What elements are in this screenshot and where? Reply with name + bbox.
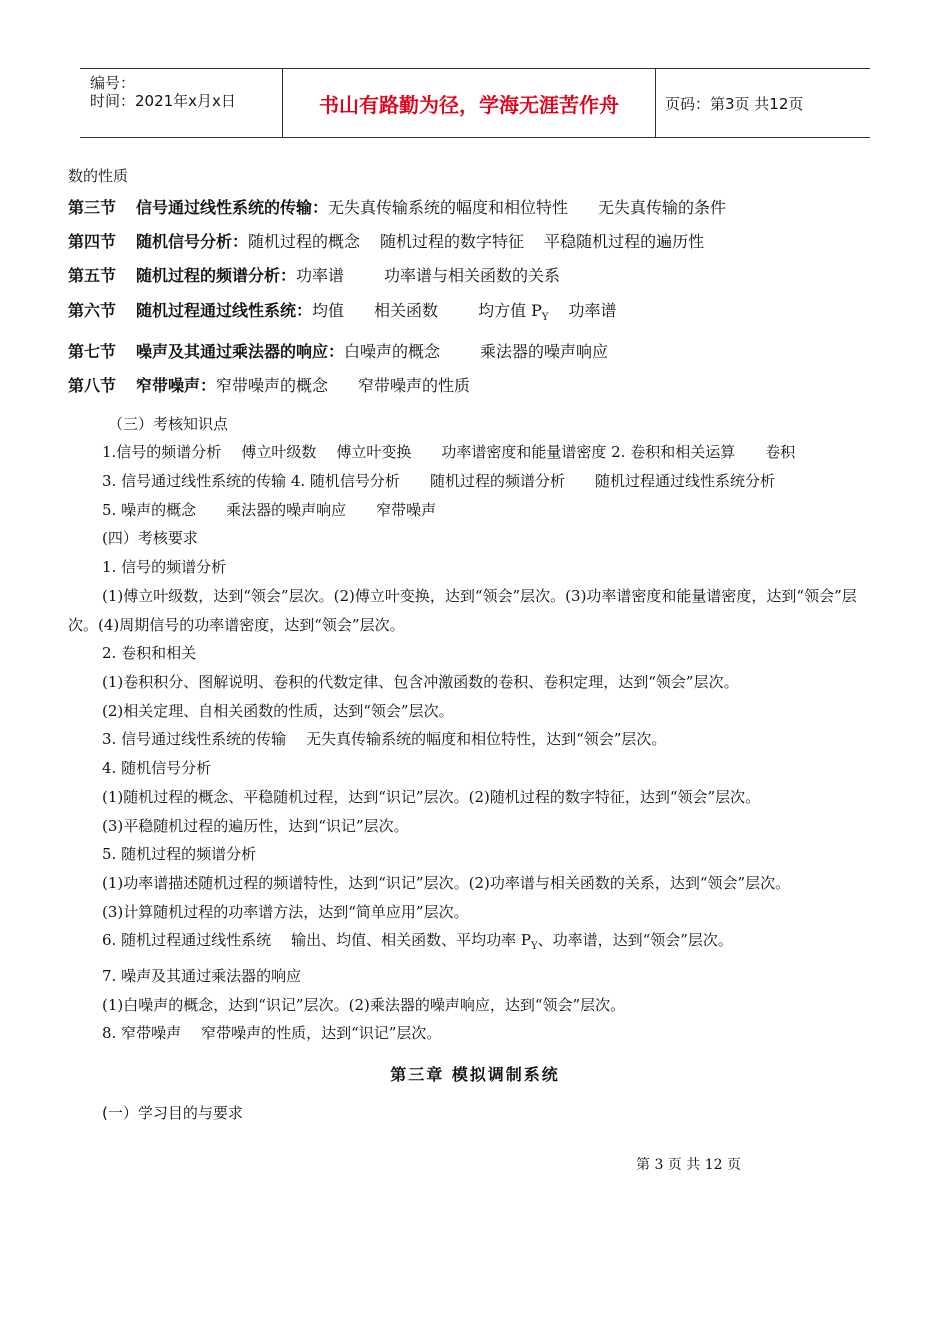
section-number: 第八节	[68, 376, 117, 396]
section-item: 无失真传输系统的幅度和相位特性	[328, 197, 569, 217]
section-7	[68, 335, 898, 369]
section-number: 第六节	[68, 300, 117, 320]
knowledge-item: 1.信号的频谱分析	[102, 443, 222, 462]
section-heading: 窄带噪声：	[136, 376, 217, 396]
req-1-title: 1. 信号的频谱分析	[102, 558, 227, 577]
section-item: 随机过程的概念	[248, 232, 361, 251]
req-7-a: (1)白噪声的概念，达到“识记”层次。(2)乘法器的噪声响应，达到“领会”层次。	[102, 995, 626, 1014]
section-item: 平稳随机过程的遍历性	[544, 232, 705, 251]
knowledge-item: 随机过程通过线性系统分析	[594, 472, 775, 491]
section-item: 白噪声的概念	[344, 342, 441, 362]
section-6	[68, 294, 898, 335]
req-2-title: 2. 卷积和相关	[102, 644, 197, 663]
knowledge-line-2	[68, 467, 898, 496]
knowledge-line-1	[68, 438, 898, 467]
req-2-b: (2)相关定理、自相关函数的性质，达到“领会”层次。	[102, 701, 454, 720]
section-heading: 随机信号分析：	[136, 232, 249, 251]
req-8-a: 8. 窄带噪声	[102, 1024, 182, 1043]
req-8-b: 窄带噪声的性质，达到“识记”层次。	[201, 1024, 442, 1043]
req-4-b: (3)平稳随机过程的遍历性，达到“识记”层次。	[102, 816, 409, 835]
section-number: 第三节	[68, 197, 117, 217]
subscript-y: Y	[541, 311, 549, 323]
req-3	[68, 725, 898, 754]
section-item: 窄带噪声的概念	[216, 376, 329, 396]
section-item: 无失真传输的条件	[598, 197, 727, 217]
req-6-b: 输出、均值、相关函数、平均功率 P	[291, 931, 531, 950]
requirements-title: (四）考核要求	[102, 529, 198, 548]
chapter-title: 第三章 模拟调制系统	[390, 1065, 560, 1084]
knowledge-item: 5. 噪声的概念	[102, 500, 197, 519]
req-1-text: (1)傅立叶级数，达到“领会”层次。(2)傅立叶变换，达到“领会”层次。(3)功率谱密度和能量谱密度，达到“领会”层次。(4)周期信号的功率谱密度，达到“领会”层次。	[68, 586, 857, 634]
section-item: 随机过程的数字特征	[380, 232, 525, 251]
section-item: 均方值 P	[478, 300, 542, 320]
req-7-title: 7. 噪声及其通过乘法器的响应	[102, 967, 302, 986]
req-6-a: 6. 随机过程通过线性系统	[102, 931, 272, 950]
page-footer: 第 3 页 共 12 页	[636, 1157, 741, 1173]
section-number: 第五节	[68, 266, 117, 286]
header-motto: 书山有路勤为径，学海无涯苦作舟	[282, 69, 656, 137]
subscript-y: Y	[530, 941, 538, 953]
date-label: 时间：2021年x月x日	[90, 92, 236, 110]
section-item: 乘法器的噪声响应	[480, 342, 609, 362]
knowledge-item: 3. 信号通过线性系统的传输 4. 随机信号分析	[102, 472, 400, 491]
req-4-a: (1)随机过程的概念、平稳随机过程，达到“识记”层次。(2)随机过程的数字特征，达到“领会”层次。	[102, 787, 761, 806]
knowledge-line-3	[68, 496, 898, 525]
section-4	[68, 225, 898, 259]
number-label: 编号：	[90, 74, 136, 92]
section-item: 窄带噪声的性质	[358, 376, 471, 396]
req-2-a: (1)卷积积分、图解说明、卷积的代数定律、包含冲激函数的卷积、卷积定理，达到“领会”层次。	[102, 673, 739, 691]
knowledge-item: 随机过程的频谱分析	[429, 472, 565, 491]
section-item: 功率谱与相关函数的关系	[384, 266, 561, 286]
chapter-subheading: (一）学习目的与要求	[102, 1104, 243, 1122]
req-3-a: 3. 信号通过线性系统的传输	[102, 730, 287, 749]
req-5-a: (1)功率谱描述随机过程的频谱特性，达到“识记”层次。(2)功率谱与相关函数的关系，达到“领会”层次。	[102, 873, 791, 892]
req-6	[68, 926, 898, 962]
section-heading: 随机过程通过线性系统：	[136, 300, 313, 320]
section-number: 第七节	[68, 342, 117, 362]
req-5-b: (3)计算随机过程的功率谱方法，达到“简单应用”层次。	[102, 902, 469, 921]
section-heading: 噪声及其通过乘法器的响应：	[136, 342, 345, 362]
section-number: 第四节	[68, 232, 117, 251]
knowledge-item: 窄带噪声	[376, 500, 437, 519]
header-page-info: 页码：第3页 共12页	[665, 94, 804, 113]
section-8	[68, 369, 898, 403]
req-8	[68, 1019, 898, 1048]
section-item: 功率谱	[296, 266, 345, 286]
section-heading: 随机过程的频谱分析：	[136, 266, 297, 286]
intro-line: 数的性质	[68, 167, 129, 185]
knowledge-title: （三）考核知识点	[108, 414, 229, 433]
document-header	[80, 68, 870, 138]
req-4-title: 4. 随机信号分析	[102, 759, 212, 778]
knowledge-item: 傅立叶变换	[336, 443, 412, 462]
knowledge-item: 卷积	[765, 443, 796, 462]
section-3	[68, 191, 898, 225]
header-meta-cell	[80, 69, 282, 137]
section-item: 功率谱	[568, 300, 617, 320]
knowledge-item: 功率谱密度和能量谱密度 2. 卷积和相关运算	[441, 443, 736, 462]
knowledge-item: 乘法器的噪声响应	[226, 500, 347, 519]
req-6-c: 、功率谱，达到“领会”层次。	[537, 931, 733, 950]
section-heading: 信号通过线性系统的传输：	[136, 197, 329, 217]
req-5-title: 5. 随机过程的频谱分析	[102, 845, 257, 864]
document-body	[68, 162, 898, 1048]
section-item: 均值	[312, 300, 345, 320]
section-item: 相关函数	[374, 300, 439, 320]
section-5	[68, 259, 898, 293]
knowledge-item: 傅立叶级数	[241, 443, 317, 462]
req-3-b: 无失真传输系统的幅度和相位特性，达到“领会”层次。	[306, 730, 667, 749]
